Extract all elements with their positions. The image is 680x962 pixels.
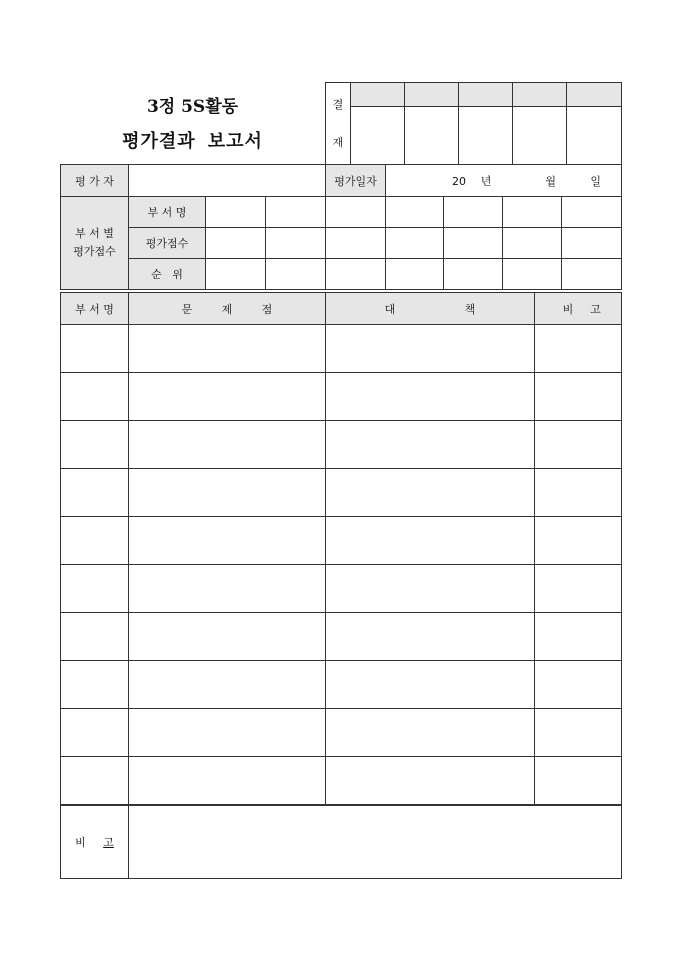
approval-header-cell [405, 83, 459, 107]
issue-problem-cell[interactable] [129, 709, 326, 757]
dept-name-cell[interactable] [266, 197, 326, 228]
approval-sign-cell[interactable] [405, 107, 459, 165]
issue-problem-cell[interactable] [129, 325, 326, 373]
remarks-field[interactable] [129, 806, 622, 879]
rank-cell[interactable] [266, 259, 326, 290]
issue-action-cell[interactable] [326, 517, 535, 565]
issue-dept-cell[interactable] [61, 709, 129, 757]
approval-header-cell [567, 83, 622, 107]
header-problem-char1: 문 [181, 302, 193, 316]
score-cell[interactable] [503, 228, 562, 259]
date-year-prefix: 20 [452, 174, 467, 188]
issue-action-cell[interactable] [326, 421, 535, 469]
remarks-label-b: 고 [103, 836, 114, 849]
issue-note-cell[interactable] [535, 757, 622, 805]
approval-label [326, 83, 351, 165]
eval-date-field[interactable] [386, 165, 622, 197]
page-title-line1: 3정 5S활동 [146, 97, 239, 117]
date-month: 월 [545, 174, 557, 188]
issue-note-cell[interactable] [535, 613, 622, 661]
issue-note-cell[interactable] [535, 661, 622, 709]
issue-dept-cell[interactable] [61, 421, 129, 469]
dept-name-cell[interactable] [386, 197, 444, 228]
issue-dept-cell[interactable] [61, 613, 129, 661]
evaluator-label: 평 가 자 [61, 165, 129, 197]
issue-rows [61, 325, 622, 805]
score-label: 평가점수 [129, 228, 206, 259]
eval-date-label: 평가일자 [326, 165, 386, 197]
approval-header-cell [459, 83, 513, 107]
issue-problem-cell[interactable] [129, 565, 326, 613]
issues-header-action [326, 293, 535, 325]
score-cell[interactable] [326, 228, 386, 259]
remarks-table [60, 805, 622, 879]
dept-name-label: 부 서 명 [129, 197, 206, 228]
date-day: 일 [590, 174, 602, 188]
issue-note-cell[interactable] [535, 469, 622, 517]
title-block [60, 82, 325, 164]
issue-action-cell[interactable] [326, 613, 535, 661]
header-problem-char2: 제 [221, 302, 233, 316]
rank-cell[interactable] [503, 259, 562, 290]
approval-label-bottom: 재 [332, 135, 344, 149]
issue-dept-cell[interactable] [61, 469, 129, 517]
date-year: 년 [480, 174, 492, 188]
issues-header-note [535, 293, 622, 325]
remarks-label [61, 806, 129, 879]
dept-score-group-label [61, 197, 129, 290]
rank-cell[interactable] [326, 259, 386, 290]
issue-problem-cell[interactable] [129, 517, 326, 565]
issue-note-cell[interactable] [535, 565, 622, 613]
approval-header-cell [513, 83, 567, 107]
issue-note-cell[interactable] [535, 325, 622, 373]
dept-name-cell[interactable] [326, 197, 386, 228]
issue-problem-cell[interactable] [129, 661, 326, 709]
page-title-part-b: 보고서 [207, 131, 263, 152]
issue-problem-cell[interactable] [129, 421, 326, 469]
page-title-line2 [60, 127, 325, 153]
issue-dept-cell[interactable] [61, 325, 129, 373]
issue-action-cell[interactable] [326, 709, 535, 757]
issue-dept-cell[interactable] [61, 661, 129, 709]
issue-note-cell[interactable] [535, 421, 622, 469]
dept-score-group-line1: 부 서 별 [75, 227, 114, 240]
issue-problem-cell[interactable] [129, 373, 326, 421]
approval-box [325, 82, 622, 165]
dept-name-cell[interactable] [206, 197, 266, 228]
dept-score-group-line2: 평가점수 [73, 245, 116, 258]
evaluation-form [60, 164, 622, 290]
score-cell[interactable] [266, 228, 326, 259]
issue-problem-cell[interactable] [129, 469, 326, 517]
page-title-part-a: 평가결과 [122, 131, 196, 152]
score-cell[interactable] [206, 228, 266, 259]
issue-note-cell[interactable] [535, 373, 622, 421]
issue-action-cell[interactable] [326, 469, 535, 517]
issues-header-problem [129, 293, 326, 325]
evaluator-field[interactable] [129, 165, 326, 197]
rank-label: 순 위 [129, 259, 206, 290]
issues-table [60, 292, 622, 805]
issue-action-cell[interactable] [326, 565, 535, 613]
issue-action-cell[interactable] [326, 373, 535, 421]
score-cell[interactable] [386, 228, 444, 259]
issue-action-cell[interactable] [326, 661, 535, 709]
approval-sign-cell[interactable] [351, 107, 405, 165]
approval-sign-cell[interactable] [513, 107, 567, 165]
issue-problem-cell[interactable] [129, 613, 326, 661]
score-cell[interactable] [444, 228, 503, 259]
header-problem-char3: 점 [261, 302, 273, 316]
rank-cell[interactable] [562, 259, 622, 290]
score-cell[interactable] [562, 228, 622, 259]
approval-header-cell [351, 83, 405, 107]
dept-name-cell[interactable] [503, 197, 562, 228]
issue-dept-cell[interactable] [61, 757, 129, 805]
rank-cell[interactable] [386, 259, 444, 290]
approval-label-top: 결 [332, 97, 344, 111]
dept-name-cell[interactable] [562, 197, 622, 228]
issue-dept-cell[interactable] [61, 565, 129, 613]
remarks-label-a: 비 [75, 836, 86, 849]
issue-action-cell[interactable] [326, 757, 535, 805]
header-note-char1: 비 [562, 302, 574, 316]
issues-header-dept: 부 서 명 [61, 293, 129, 325]
issue-note-cell[interactable] [535, 709, 622, 757]
header-action-char2: 책 [464, 302, 476, 316]
issue-dept-cell[interactable] [61, 373, 129, 421]
rank-cell[interactable] [444, 259, 503, 290]
header-action-char1: 대 [384, 302, 396, 316]
approval-sign-cell[interactable] [567, 107, 622, 165]
approval-sign-cell[interactable] [459, 107, 513, 165]
issue-note-cell[interactable] [535, 517, 622, 565]
issue-dept-cell[interactable] [61, 517, 129, 565]
issue-action-cell[interactable] [326, 325, 535, 373]
issue-problem-cell[interactable] [129, 757, 326, 805]
rank-cell[interactable] [206, 259, 266, 290]
dept-name-cell[interactable] [444, 197, 503, 228]
header-note-char2: 고 [590, 302, 601, 316]
